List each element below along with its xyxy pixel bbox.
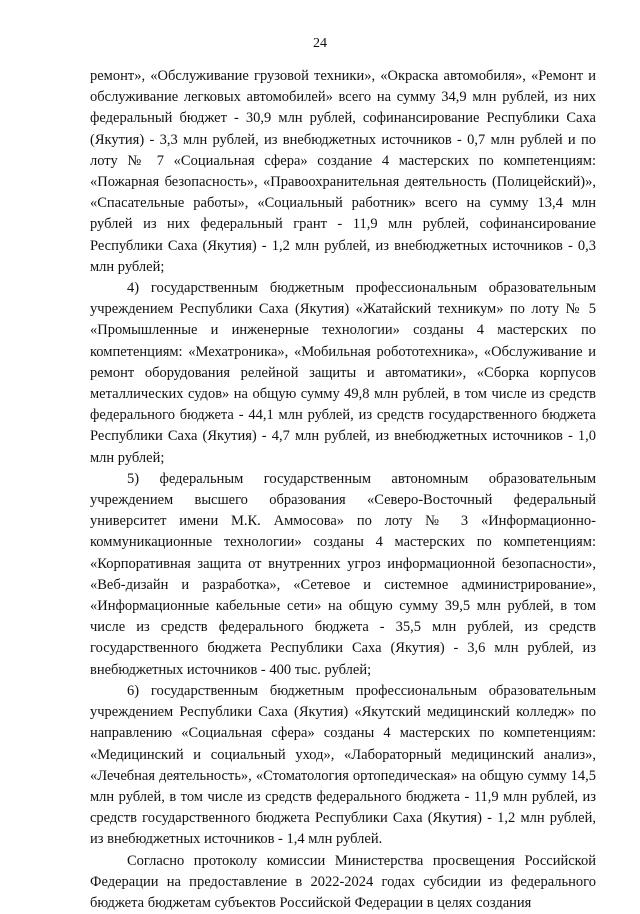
page-number: 24 — [313, 36, 327, 51]
paragraph-item-4: 4) государственным бюджетным профессиональным образовательным учреждением Республики Саха (Якутия) «Жатайский техникум» по лоту № 5 «Промышленные и инженерные технологии» созданы 4 мастерских по компетенциям: «Мехатроника», «Мобильная робототехника», «Обслуживание и ремонт оборудования релейной защиты и автоматики», «Сборка корпусов металлических судов» на общую сумму 49,8 млн рублей, в том числе из средств федерального бюджета - 44,1 млн рублей, из средств государственного бюджета Республики Саха (Якутия) - 4,7 млн рублей, из внебюджетных источников - 1,0 млн рублей; — [90, 280, 596, 466]
paragraph-continuation: ремонт», «Обслуживание грузовой техники», «Окраска автомобиля», «Ремонт и обслуживание легковых автомобилей» всего на сумму 34,9 млн рублей, из них федеральный бюджет - 30,9 млн рублей, софинансирование Республики Саха (Якутия) - 3,3 млн рублей, из внебюджетных источников - 0,7 млн рублей и по лоту № 7 «Социальная сфера» создание 4 мастерских по компетенциям: «Пожарная безопасность», «Правоохранительная деятельность (Полицейский)», «Спасательные работы», «Социальный работник» всего на сумму 13,4 млн рублей из них федеральный грант - 11,9 млн рублей, софинансирование Республики Саха (Якутия) - 1,2 млн рублей, из внебюджетных источников - 0,3 млн рублей; — [90, 68, 596, 275]
document-body — [90, 66, 596, 914]
paragraph-item-5: 5) федеральным государственным автономным образовательным учреждением высшего образования «Северо-Восточный федеральный университет имени М.К. Аммосова» по лоту № 3 «Информационно-коммуникационные технологии» созданы 4 мастерских по компетенциям: «Корпоративная защита от внутренних угроз информационной безопасности», «Веб-дизайн и разработка», «Сетевое и системное администрирование», «Информационные кабельные сети» на общую сумму 39,5 млн рублей, в том числе из средств федерального бюджета - 35,5 млн рублей, из средств государственного бюджета Республики Саха (Якутия) - 3,6 млн рублей, из внебюджетных источников - 400 тыс. рублей; — [90, 470, 596, 678]
paragraph-item-6: 6) государственным бюджетным профессиональным образовательным учреждением Республики Саха (Якутия) «Якутский медицинский колледж» по направлению «Социальная сфера» созданы 4 мастерских по компетенциям: «Медицинский и социальный уход», «Лабораторный медицинский анализ», «Лечебная деятельность», «Стоматология ортопедическая» на общую сумму 14,5 млн рублей, в том числе из средств федерального бюджета - 11,9 млн рублей, из средств государственного бюджета Республики Саха (Якутия) - 1,2 млн рублей, из внебюджетных источников - 1,4 млн рублей. — [90, 682, 596, 848]
paragraph-protocol: Согласно протоколу комиссии Министерства просвещения Российской Федерации на предоставление в 2022-2024 годах субсидии из федерального бюджета бюджетам субъектов Российской Федерации в целях создания — [90, 852, 596, 911]
